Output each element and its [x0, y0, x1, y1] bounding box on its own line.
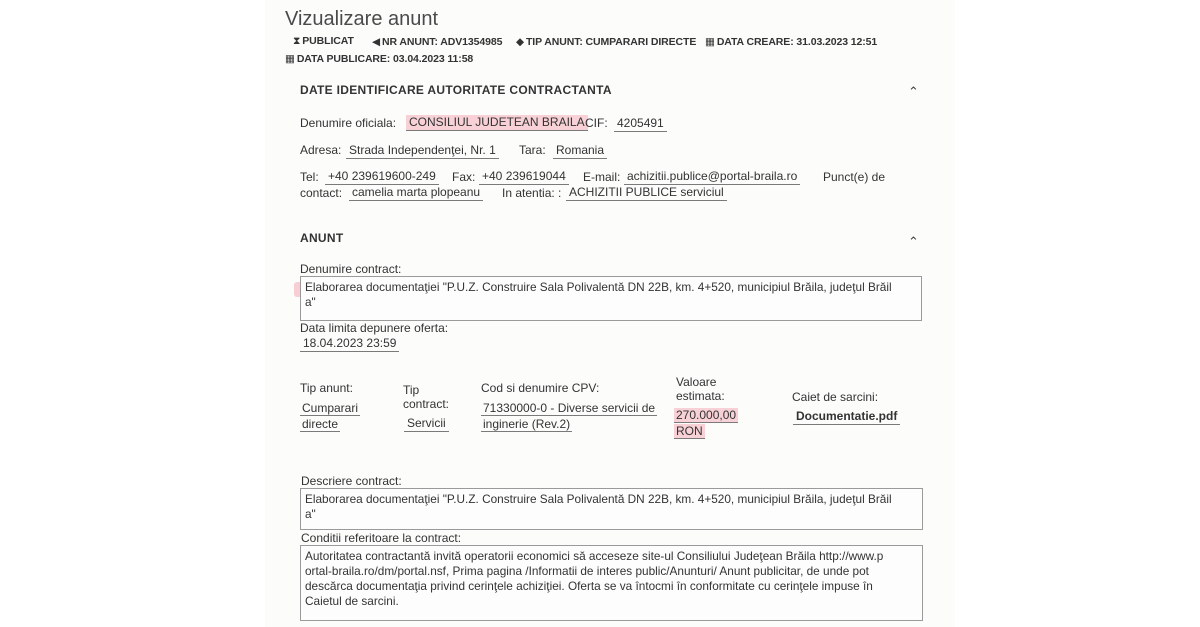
tel-label: Tel: — [300, 170, 319, 184]
contact-value: camelia marta plopeanu — [349, 185, 483, 201]
publication-date: ▦ DATA PUBLICARE: 03.04.2023 11:58 — [285, 53, 474, 65]
contact-label-cont: contact: — [300, 186, 343, 200]
conditions-line: ortal-braila.ro/dm/portal.nsf, Prima pagina /Informatii de interes public/Anunturi/ Anunt publicitar, de unde pot — [305, 564, 869, 578]
address-value: Strada Independenţei, Nr. 1 — [346, 143, 499, 159]
announcement-type-label: Tip anunt: — [300, 381, 353, 395]
description-line: Elaborarea documentaţiei "P.U.Z. Construire Sala Polivalentă DN 22B, km. 4+520, municipiul Brăila, judeţul Brăil — [305, 492, 892, 506]
fax-label: Fax: — [452, 170, 476, 184]
address-label: Adresa: — [300, 143, 342, 157]
tag-icon: ◆ — [516, 36, 524, 48]
attention-value: ACHIZITII PUBLICE serviciul — [566, 185, 727, 201]
contract-name-field — [300, 276, 922, 321]
cif-value: 4205491 — [614, 116, 667, 132]
estimated-value-label-cont: estimata: — [676, 389, 725, 403]
description-label: Descriere contract: — [301, 474, 402, 488]
status-badge: ⧗ PUBLICAT — [293, 35, 354, 47]
announcement-type-line: directe — [302, 417, 339, 431]
cpv-value — [481, 400, 657, 432]
creation-date: ▦ DATA CREARE: 31.03.2023 12:51 — [705, 36, 878, 48]
contract-name-line: a" — [305, 295, 316, 309]
cif-label: CIF: — [585, 116, 608, 130]
specifications-label: Caiet de sarcini: — [792, 390, 879, 404]
estimated-value-amount: 270.000,00 — [676, 408, 737, 422]
tel-value: +40 239619600-249 — [325, 169, 439, 185]
cpv-line: 71330000-0 - Diverse servicii de — [483, 401, 656, 415]
description-line: a" — [305, 507, 316, 521]
announcement-number: ◀ NR ANUNT: ADV1354985 — [372, 36, 503, 48]
authority-section-title: DATE IDENTIFICARE AUTORITATE CONTRACTANTA — [300, 83, 612, 97]
megaphone-icon: ◀ — [372, 36, 380, 48]
announcement-type: ◆ TIP ANUNT: CUMPARARI DIRECTE — [516, 36, 697, 48]
conditions-line: Autoritatea contractantă invită operatorii economici să acceseze site-ul Consiliului Judeţean Brăila http://www.p — [305, 549, 884, 563]
official-name-label: Denumire oficiala: — [300, 116, 397, 130]
conditions-line: Caietul de sarcini. — [305, 594, 399, 608]
email-label: E-mail: — [583, 170, 621, 184]
announcement-section-title: ANUNT — [300, 231, 344, 245]
contact-label: Punct(e) de — [823, 170, 886, 184]
deadline-label: Data limita depunere oferta: — [300, 321, 449, 335]
fax-value: +40 239619044 — [479, 169, 569, 185]
estimated-value-label: Valoare — [676, 375, 717, 389]
chevron-up-icon[interactable]: ⌃ — [908, 84, 919, 99]
calendar-icon: ▦ — [705, 36, 715, 48]
specifications-file-link[interactable]: Documentatie.pdf — [793, 409, 900, 425]
announcement-type-line: Cumparari — [302, 401, 359, 415]
description-field — [300, 488, 923, 530]
hourglass-icon: ⧗ — [293, 35, 301, 47]
attention-label: In atentia: : — [502, 186, 562, 200]
deadline-value: 18.04.2023 23:59 — [300, 336, 399, 352]
estimated-value-currency: RON — [676, 424, 703, 438]
contract-type-label: Tip — [403, 383, 420, 397]
country-label: Tara: — [519, 143, 546, 157]
contract-type-value: Servicii — [404, 416, 449, 432]
cpv-label: Cod si denumire CPV: — [481, 381, 600, 395]
official-name-value: CONSILIUL JUDETEAN BRAILA — [406, 115, 588, 131]
conditions-line: descărca documentaţia privind cerinţele achiziţiei. Oferta se va întocmi în conformitate cu cerinţele impuse în — [305, 579, 873, 593]
contract-name-label: Denumire contract: — [300, 262, 402, 276]
contract-name-line: Elaborarea documentaţiei "P.U.Z. Construire Sala Polivalentă DN 22B, km. 4+520, municipiul Brăila, judeţul Brăil — [305, 280, 892, 294]
conditions-label: Conditii referitoare la contract: — [301, 531, 462, 545]
announcement-type-value — [300, 400, 360, 432]
chevron-up-icon[interactable]: ⌃ — [908, 234, 919, 249]
cpv-line: inginerie (Rev.2) — [483, 417, 571, 431]
email-value[interactable]: achizitii.publice@portal-braila.ro — [624, 169, 800, 185]
conditions-field — [300, 545, 923, 621]
country-value: Romania — [553, 143, 607, 159]
calendar-icon: ▦ — [285, 53, 295, 65]
contract-type-label-cont: contract: — [403, 397, 450, 411]
estimated-value — [674, 407, 738, 439]
page-title: Vizualizare anunt — [285, 8, 439, 30]
